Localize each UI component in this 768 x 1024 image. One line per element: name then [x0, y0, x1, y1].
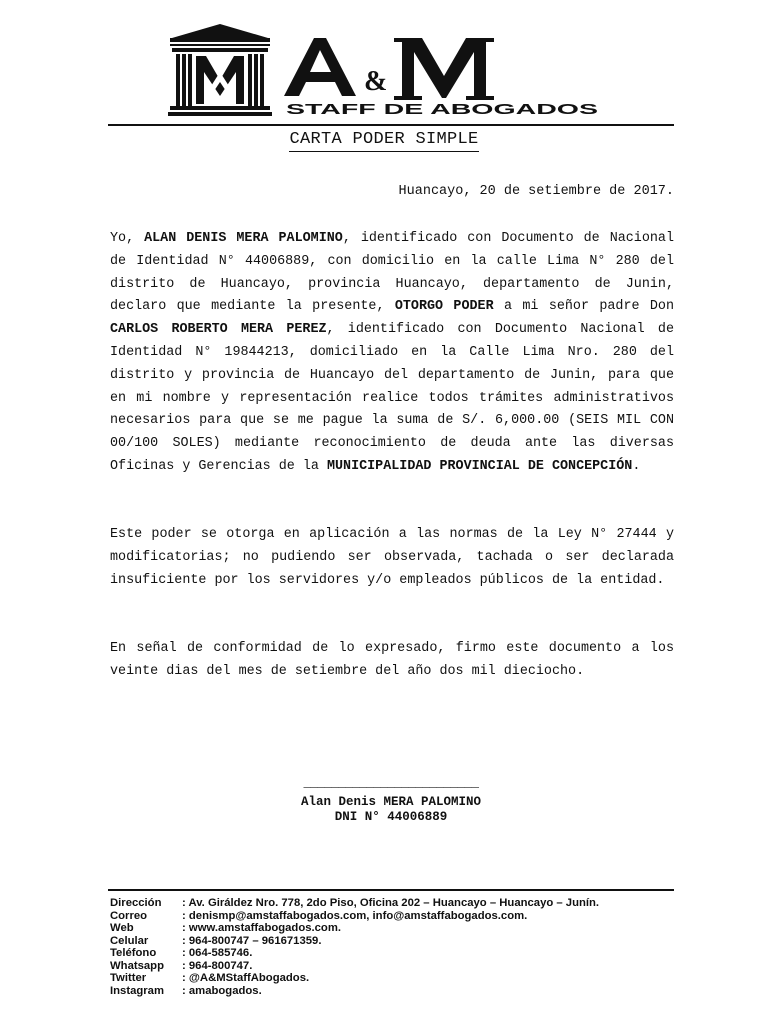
signature-line: _________________________	[303, 776, 479, 790]
svg-text:&: &	[364, 66, 388, 97]
firm-logo	[168, 24, 604, 120]
footer-row-direccion: Dirección : Av. Giráldez Nro. 778, 2do Piso, Oficina 202 – Huancayo – Huancayo – Junín.	[110, 897, 600, 909]
footer-row-telefono: Teléfono : 064-585746.	[110, 947, 253, 959]
footer-row-web: Web : www.amstaffabogados.com.	[110, 922, 342, 934]
logo-graphic	[168, 24, 604, 120]
brand-letters	[284, 38, 494, 100]
document-date: Huancayo, 20 de setiembre de 2017.	[398, 184, 674, 199]
paragraph-conformity: En señal de conformidad de lo expresado, firmo este documento a los veinte dias del mes de setiembre del año dos mil dieciocho.	[110, 641, 674, 679]
logo-subtitle: STAFF DE ABOGADOS	[286, 101, 598, 118]
footer-row-celular: Celular : 964-800747 – 961671359.	[110, 934, 322, 947]
temple-emblem-icon	[168, 24, 272, 116]
contact-footer	[110, 897, 599, 997]
paragraph-legal: Este poder se otorga en aplicación a las normas de la Ley N° 27444 y modificatorias; no pudiendo ser observada, tachada o ser declarada insuficiente por los servidores y/o empleados públicos de la entidad.	[110, 527, 674, 588]
footer-row-twitter: Twitter : @A&MStaffAbogados.	[110, 972, 310, 984]
footer-divider	[108, 889, 674, 891]
footer-row-correo: Correo : denismp@amstaffabogados.com, info@amstaffabogados.com.	[110, 909, 528, 922]
document-title: CARTA PODER SIMPLE	[0, 130, 768, 149]
signature-name: Alan Denis MERA PALOMINO	[300, 795, 482, 809]
footer-row-whatsapp: Whatsapp : 964-800747.	[110, 959, 253, 972]
paragraph-grant: Yo, ALAN DENIS MERA PALOMINO, identificado con Documento de Nacional de Identidad N° 44006889, con domicilio en la calle Lima N° 280 del distrito de Huancayo, provincia Huancayo, departamento de Junin, declaro que mediante la presente, OTORGO PODER a mi señor padre Don CARLOS ROBERTO MERA PEREZ, identificado con Documento Nacional de Identidad N° 19844213, domiciliado en la Calle Lima Nro. 280 del distrito y provincia de Huancayo del departamento de Junin, para que en mi nombre y representación realice todos trámites administrativos necesarios para que se me pague la suma de S/. 6,000.00 (SEIS MIL CON 00/100 SOLES) mediante reconocimiento de deuda ante las diversas Oficinas y Gerencias de la MUNICIPALIDAD PROVINCIAL DE CONCEPCIÓN.	[110, 231, 675, 474]
header-divider	[108, 124, 674, 126]
footer-row-instagram: Instagram : amabogados.	[110, 984, 262, 997]
signature-dni: DNI N° 44006889	[334, 810, 448, 824]
